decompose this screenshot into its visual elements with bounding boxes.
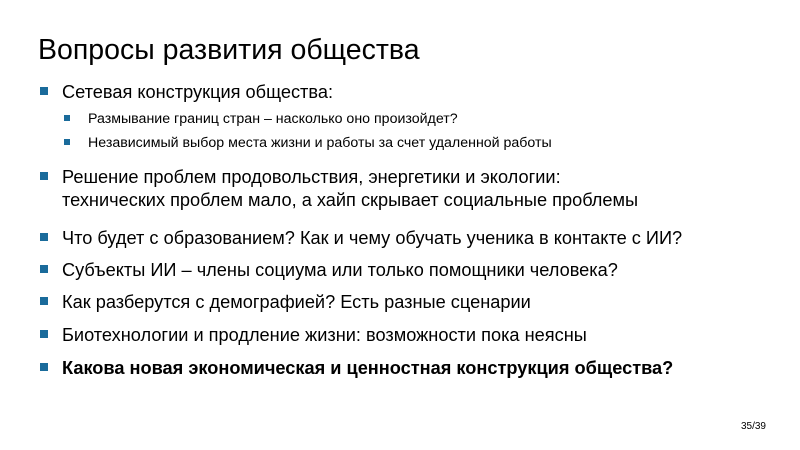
bullet-text: Сетевая конструкция общества: — [62, 82, 333, 102]
bullet-text: Какова новая экономическая и ценностная конструкция общества? — [62, 358, 674, 378]
bullet-text: Субъекты ИИ – члены социума или только помощники человека? — [62, 260, 618, 280]
bullet-marker-icon — [40, 363, 48, 371]
bullet-text: Биотехнологии и продление жизни: возможности пока неясны — [62, 325, 587, 345]
page-number: 35/39 — [740, 421, 766, 432]
bullet-marker-icon — [40, 297, 48, 305]
bullet-text-line-1: Решение проблем продовольствия, энергетики и экологии: — [62, 167, 561, 187]
slide-title: Вопросы развития общества — [38, 34, 420, 66]
bullet-text: Как разберутся с демографией? Есть разные сценарии — [62, 292, 531, 312]
bullet-text: Что будет с образованием? Как и чему обучать ученика в контакте с ИИ? — [62, 228, 683, 248]
bullet-marker-icon — [40, 265, 48, 273]
bullet-marker-icon — [40, 87, 48, 95]
bullet-marker-icon — [40, 330, 48, 338]
sub-bullet-marker-icon — [64, 139, 70, 145]
sub-bullet-text: Независимый выбор места жизни и работы за счет удаленной работы — [88, 135, 552, 151]
sub-bullet-text: Размывание границ стран – насколько оно произойдет? — [88, 111, 458, 127]
sub-bullet-marker-icon — [64, 115, 70, 121]
bullet-marker-icon — [40, 233, 48, 241]
bullet-text-line-2: технических проблем мало, а хайп скрывает социальные проблемы — [62, 190, 639, 210]
bullet-marker-icon — [40, 172, 48, 180]
